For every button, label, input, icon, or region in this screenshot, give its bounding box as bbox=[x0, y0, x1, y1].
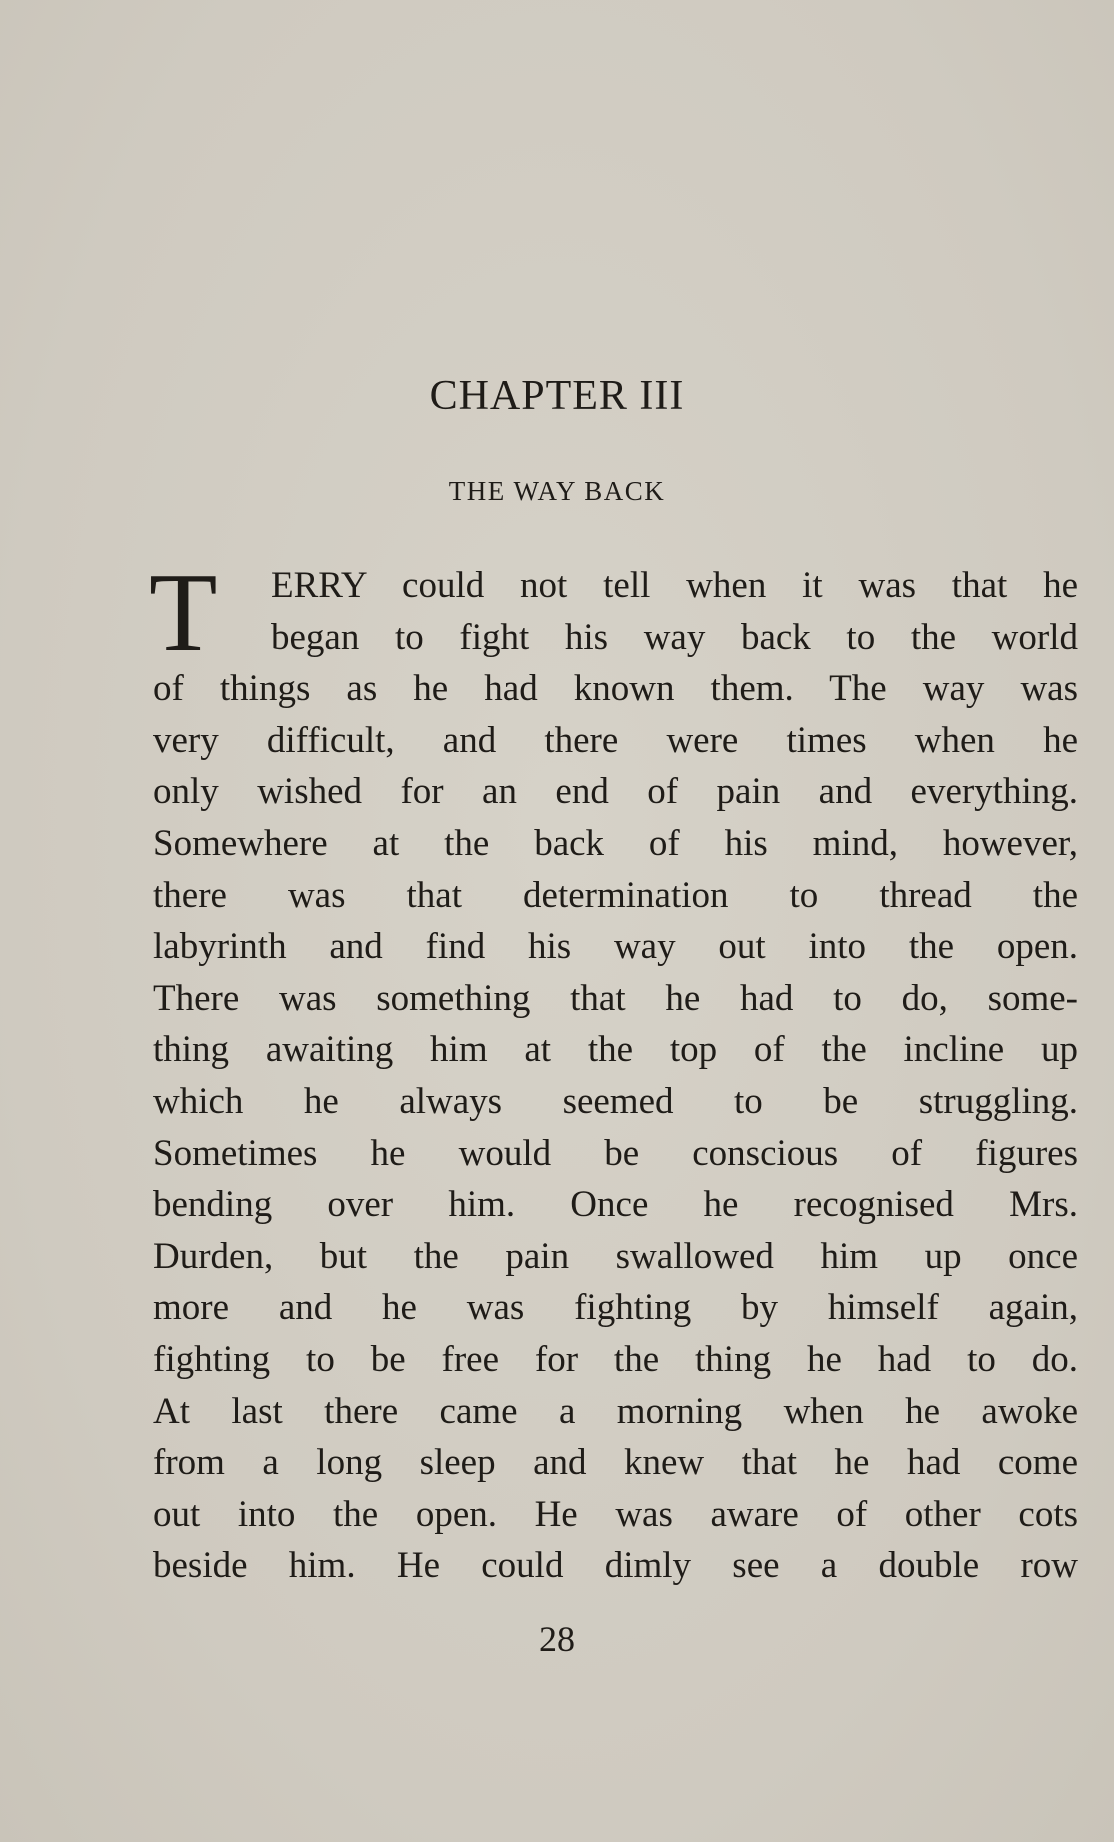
text-line: which he always seemed to be struggling. bbox=[153, 1080, 1078, 1122]
text-line: out into the open. He was aware of other cots bbox=[153, 1493, 1078, 1535]
chapter-title: CHAPTER III bbox=[429, 373, 685, 419]
text-line: from a long sleep and knew that he had come bbox=[153, 1442, 1078, 1484]
text-line: only wished for an end of pain and everything. bbox=[153, 771, 1078, 813]
text-line: thing awaiting him at the top of the incline up bbox=[153, 1029, 1078, 1071]
text-line: began to fight his way back to the world bbox=[271, 616, 1078, 658]
text-line: of things as he had known them. The way was bbox=[153, 668, 1078, 710]
drop-cap: T bbox=[149, 551, 218, 675]
text-line: Durden, but the pain swallowed him up once bbox=[153, 1235, 1078, 1277]
text-line: At last there came a morning when he awoke bbox=[153, 1390, 1078, 1432]
text-line: Somewhere at the back of his mind, however, bbox=[153, 822, 1078, 864]
text-line: beside him. He could dimly see a double row bbox=[153, 1545, 1078, 1587]
text-line: more and he was fighting by himself again, bbox=[153, 1287, 1078, 1329]
text-line: Sometimes he would be conscious of figures bbox=[153, 1132, 1078, 1174]
text-line: labyrinth and find his way out into the open. bbox=[153, 926, 1078, 968]
page-number: 28 bbox=[539, 1619, 575, 1659]
chapter-subtitle: THE WAY BACK bbox=[448, 476, 666, 506]
text-line: very difficult, and there were times when he bbox=[153, 719, 1078, 761]
text-line: ERRY could not tell when it was that he bbox=[271, 565, 1078, 606]
text-line: bending over him. Once he recognised Mrs. bbox=[153, 1184, 1078, 1226]
chapter-body bbox=[149, 551, 1078, 1592]
text-line: There was something that he had to do, some- bbox=[153, 977, 1078, 1019]
text-line: there was that determination to thread the bbox=[153, 874, 1078, 916]
text-line: fighting to be free for the thing he had to do. bbox=[153, 1338, 1078, 1380]
